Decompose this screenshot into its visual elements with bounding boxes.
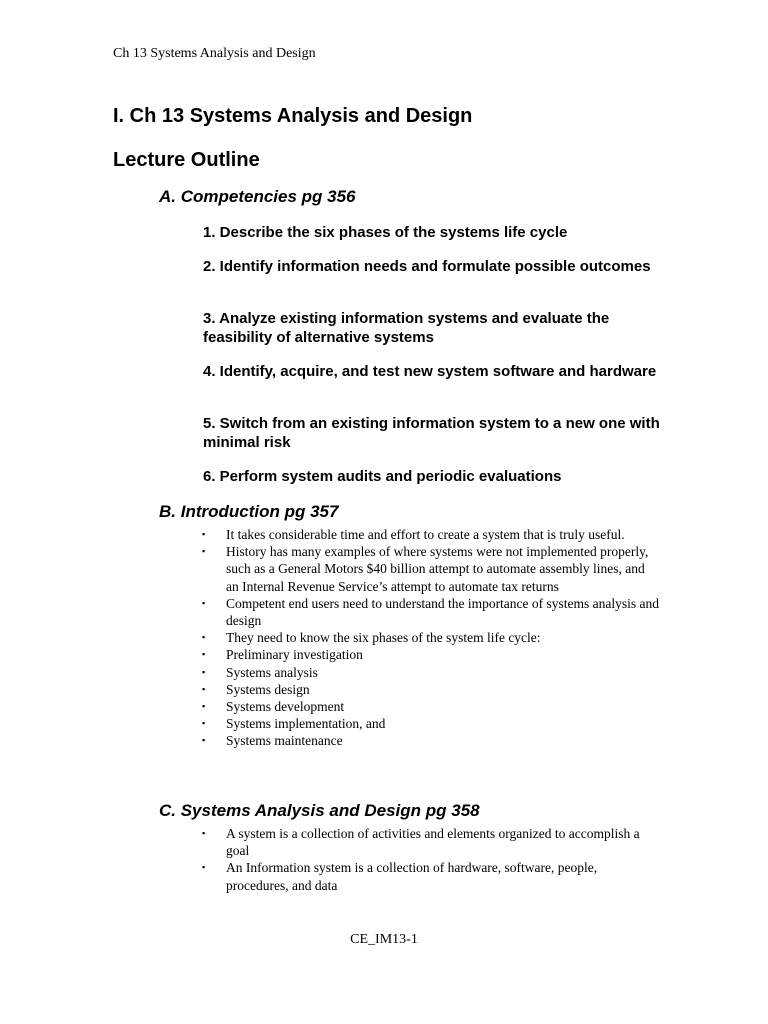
list-item-text: They need to know the six phases of the system life cycle: xyxy=(226,630,541,646)
competency-item: 5. Switch from an existing information system to a new one with minimal risk xyxy=(203,415,660,451)
list-item-text: Systems implementation, and xyxy=(226,716,386,732)
list-item xyxy=(200,629,660,646)
list-item xyxy=(200,732,660,749)
square-bullet-icon: ▪ xyxy=(202,666,206,677)
list-item xyxy=(200,825,660,859)
list-item-text: A system is a collection of activities and elements organized to accomplish a goal xyxy=(226,826,640,859)
competency-item: 3. Analyze existing information systems and evaluate the feasibility of alternative systems xyxy=(203,310,610,346)
page-footer: CE_IM13-1 xyxy=(350,932,418,947)
list-item xyxy=(200,698,660,715)
list-item-text: It takes considerable time and effort to create a system that is truly useful. xyxy=(226,527,625,542)
square-bullet-icon: ▪ xyxy=(202,683,206,694)
competency-item: 6. Perform system audits and periodic evaluations xyxy=(203,468,562,485)
competency-item: 2. Identify information needs and formulate possible outcomes xyxy=(203,258,651,275)
list-item xyxy=(200,681,660,698)
square-bullet-icon: ▪ xyxy=(202,632,206,643)
competency-item: 4. Identify, acquire, and test new system software and hardware xyxy=(203,363,657,380)
list-item-text: Preliminary investigation xyxy=(226,647,363,663)
list-item-text: Competent end users need to understand the importance of systems analysis and design xyxy=(226,595,660,629)
square-bullet-icon: ▪ xyxy=(202,649,206,660)
square-bullet-icon: ▪ xyxy=(202,529,206,539)
list-item xyxy=(200,859,660,893)
list-item xyxy=(200,664,660,681)
square-bullet-icon: ▪ xyxy=(202,828,206,838)
list-item xyxy=(200,715,660,732)
section-heading-introduction: B. Introduction pg 357 xyxy=(159,502,339,521)
list-item xyxy=(200,526,660,543)
square-bullet-icon: ▪ xyxy=(202,862,206,873)
square-bullet-icon: ▪ xyxy=(202,701,206,712)
square-bullet-icon: ▪ xyxy=(202,546,206,557)
competency-item: 1. Describe the six phases of the systems life cycle xyxy=(203,224,568,241)
square-bullet-icon: ▪ xyxy=(202,597,206,608)
introduction-bullet-list xyxy=(200,526,660,750)
section-heading-systems-analysis-design: C. Systems Analysis and Design pg 358 xyxy=(159,801,480,820)
list-item xyxy=(200,543,660,595)
list-item-text: Systems analysis xyxy=(226,664,318,680)
square-bullet-icon: ▪ xyxy=(202,735,206,746)
list-item xyxy=(200,595,660,629)
document-title: I. Ch 13 Systems Analysis and Design xyxy=(113,105,473,127)
list-item-text: History has many examples of where systems were not implemented properly, such as a General Motors $40 billion attempt to automate assembly lines, and an Internal Revenue Service’s attempt to automate tax returns xyxy=(226,544,649,594)
systems-analysis-bullet-list xyxy=(200,825,660,894)
section-heading-competencies: A. Competencies pg 356 xyxy=(159,187,356,206)
lecture-outline-heading: Lecture Outline xyxy=(113,149,260,171)
list-item-text: Systems design xyxy=(226,681,310,697)
list-item-text: An Information system is a collection of hardware, software, people, procedures, and data xyxy=(226,860,598,893)
square-bullet-icon: ▪ xyxy=(202,718,206,729)
list-item-text: Systems maintenance xyxy=(226,733,343,749)
running-header: Ch 13 Systems Analysis and Design xyxy=(113,46,316,61)
list-item-text: Systems development xyxy=(226,699,345,715)
list-item xyxy=(200,646,660,663)
